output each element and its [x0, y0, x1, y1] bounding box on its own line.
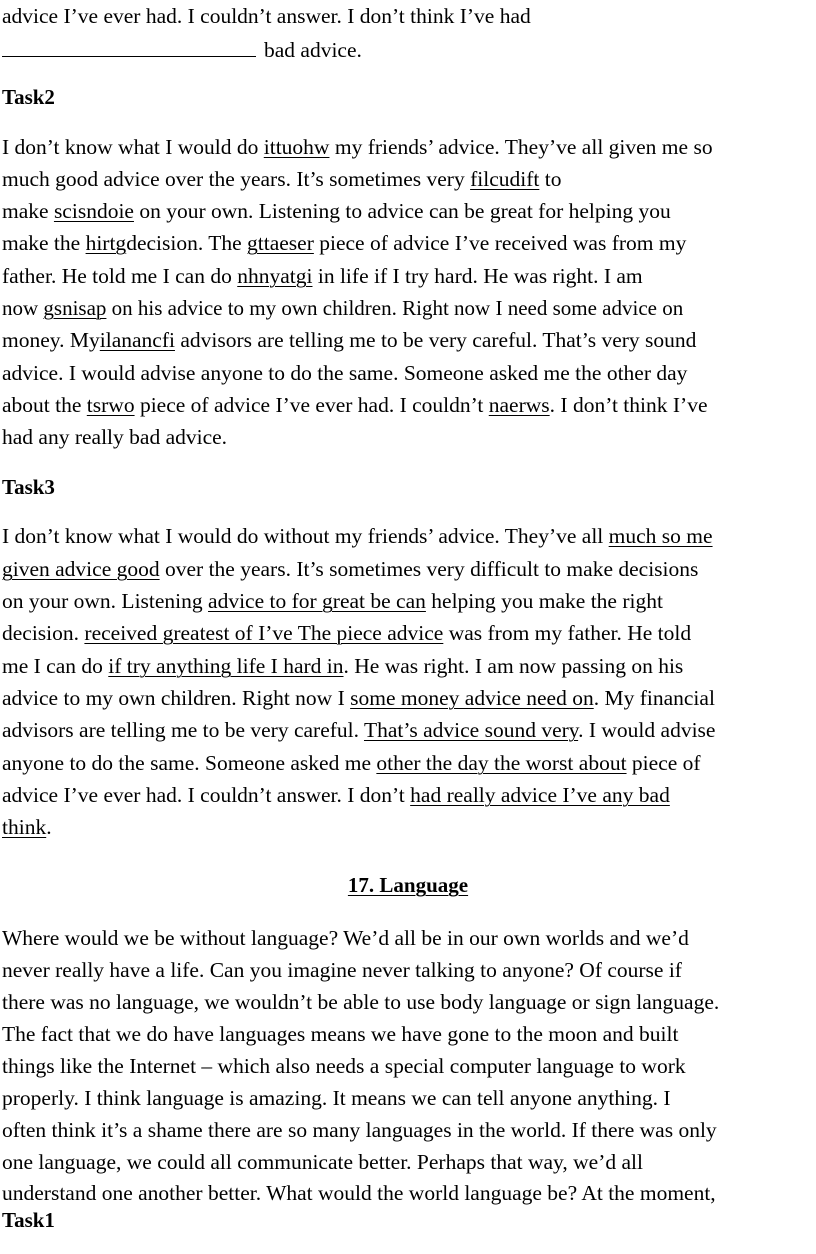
- section-17-line-6: properly. I think language is amazing. It means we can tell anyone anything. I: [2, 1086, 671, 1110]
- scrambled-word: hirtg: [85, 231, 127, 255]
- jumbled-phrase: other the day the worst about: [376, 751, 627, 775]
- jumbled-phrase: received greatest of I’ve The piece advice: [84, 621, 444, 645]
- section-17-line-4: The fact that we do have languages means we have gone to the moon and built: [2, 1022, 679, 1046]
- task2-line-7: money. Myilanancfi advisors are telling me to be very careful. That’s very sound: [2, 328, 697, 352]
- task3-line-9: advice I’ve ever had. I couldn’t answer. I don’t had really advice I’ve any bad: [2, 783, 670, 807]
- task3-line-6: advice to my own children. Right now I some money advice need on. My financial: [2, 686, 715, 710]
- jumbled-phrase: if try anything life I hard in: [108, 654, 344, 678]
- task2-line-6: now gsnisap on his advice to my own children. Right now I need some advice on: [2, 296, 684, 320]
- scrambled-word: filcudift: [470, 167, 540, 191]
- section-17-line-5: things like the Internet – which also needs a special computer language to work: [2, 1054, 686, 1078]
- jumbled-phrase: That’s advice sound very: [363, 718, 579, 742]
- jumbled-phrase: had really advice I’ve any bad: [410, 783, 670, 807]
- jumbled-phrase: some money advice need on: [350, 686, 594, 710]
- task3-line-1: I don’t know what I would do without my friends’ advice. They’ve all much so me: [2, 524, 713, 548]
- task1-line-1: advice I’ve ever had. I couldn’t answer. I don’t think I’ve had: [2, 4, 531, 28]
- scrambled-word: scisndoie: [53, 199, 134, 223]
- task2-line-5: father. He told me I can do nhnyatgi in life if I try hard. He was right. I am: [2, 264, 643, 288]
- task2-line-1: I don’t know what I would do ittuohw my friends’ advice. They’ve all given me so: [2, 135, 713, 159]
- task1-line-2: bad advice.: [2, 36, 362, 63]
- task1-heading: Task1: [2, 1208, 55, 1232]
- section-title: 17. Language: [347, 873, 469, 897]
- jumbled-phrase: much so me: [608, 524, 713, 548]
- jumbled-phrase: advice to for great be can: [208, 589, 426, 613]
- section-17-line-7: often think it’s a shame there are so many languages in the world. If there was only: [2, 1118, 717, 1142]
- section-17-line-1: Where would we be without language? We’d all be in our own worlds and we’d: [2, 926, 689, 950]
- section-17-line-9: understand one another better. What would the world language be? At the moment,: [2, 1181, 716, 1205]
- scrambled-word: gsnisap: [43, 296, 107, 320]
- section-17-line-2: never really have a life. Can you imagine never talking to anyone? Of course if: [2, 958, 682, 982]
- scrambled-word: gttaeser: [247, 231, 314, 255]
- task3-line-2: given advice good over the years. It’s sometimes very difficult to make decisions: [2, 557, 699, 581]
- task3-line-4: decision. received greatest of I’ve The piece advice was from my father. He told: [2, 621, 692, 645]
- scrambled-word: ittuohw: [263, 135, 330, 159]
- task2-line-3: make scisndoie on your own. Listening to advice can be great for helping you: [2, 199, 671, 223]
- jumbled-phrase: think: [2, 815, 47, 839]
- task3-heading: Task3: [2, 475, 55, 499]
- task2-line-8: advice. I would advise anyone to do the same. Someone asked me the other day: [2, 361, 688, 385]
- answer-blank[interactable]: [2, 36, 256, 57]
- task2-heading: Task2: [2, 85, 55, 109]
- task2-line-10: had any really bad advice.: [2, 425, 228, 449]
- task3-line-3: on your own. Listening advice to for great be can helping you make the right: [2, 589, 663, 613]
- scrambled-word: naerws: [488, 393, 550, 417]
- task3-line-7: advisors are telling me to be very careful. That’s advice sound very. I would advise: [2, 718, 716, 742]
- task3-line-5: me I can do if try anything life I hard in. He was right. I am now passing on his: [2, 654, 684, 678]
- scrambled-word: nhnyatgi: [237, 264, 313, 288]
- task3-line-8: anyone to do the same. Someone asked me other the day the worst about piece of: [2, 751, 701, 775]
- task3-line-10: think.: [2, 815, 52, 839]
- task2-line-2: much good advice over the years. It’s sometimes very filcudift to: [2, 167, 562, 191]
- task2-line-9: about the tsrwo piece of advice I’ve ever had. I couldn’t naerws. I don’t think I’ve: [2, 393, 708, 417]
- scrambled-word: ilanancfi: [99, 328, 175, 352]
- scrambled-word: tsrwo: [86, 393, 135, 417]
- jumbled-phrase: given advice good: [2, 557, 160, 581]
- task2-line-4: make the hirtgdecision. The gttaeser piece of advice I’ve received was from my: [2, 231, 687, 255]
- section-17-line-8: one language, we could all communicate better. Perhaps that way, we’d all: [2, 1150, 643, 1174]
- section-17-line-3: there was no language, we wouldn’t be able to use body language or sign language.: [2, 990, 720, 1014]
